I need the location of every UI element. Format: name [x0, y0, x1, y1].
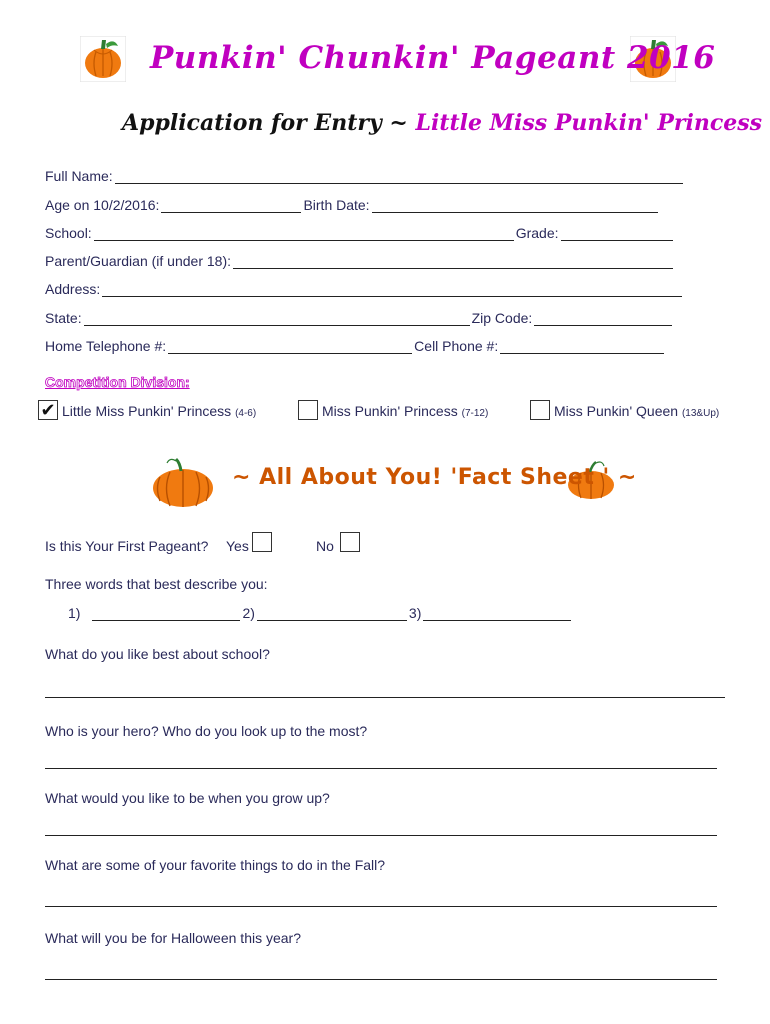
no-checkbox[interactable]: [340, 532, 360, 552]
page-subtitle: [122, 110, 762, 136]
zip-field[interactable]: [534, 311, 672, 326]
subtitle-pink: Little Miss Punkin' Princess: [415, 110, 762, 136]
three-words-question: Three words that best describe you:: [45, 576, 268, 592]
phone-row: [45, 338, 666, 354]
parent-row: [45, 253, 675, 269]
school-row: [45, 225, 675, 241]
first-pageant-question: Is this Your First Pageant?: [45, 538, 209, 554]
division-options: [38, 400, 738, 426]
word-1-field[interactable]: [92, 606, 240, 621]
full-name-label: Full Name:: [45, 168, 113, 184]
address-row: [45, 281, 684, 297]
school-answer-line[interactable]: [45, 697, 725, 698]
cell-phone-field[interactable]: [500, 339, 664, 354]
division-checkbox-1[interactable]: [38, 400, 58, 420]
address-label: Address:: [45, 281, 101, 297]
division-title: Competition Division:: [45, 374, 190, 390]
age-row: [45, 197, 660, 213]
full-name-row: [45, 168, 685, 184]
age-label: Age on 10/2/2016:: [45, 197, 160, 213]
division-checkbox-3[interactable]: [530, 400, 550, 420]
state-field[interactable]: [84, 311, 470, 326]
halloween-answer-line[interactable]: [45, 979, 717, 980]
address-field[interactable]: [102, 282, 682, 297]
grow-up-question: What would you like to be when you grow up?: [45, 790, 330, 806]
cell-phone-label: Cell Phone #:: [414, 338, 499, 354]
three-words-row: [68, 605, 573, 621]
fall-question: What are some of your favorite things to do in the Fall?: [45, 857, 386, 873]
division-option-2: Miss Punkin' Princess (7-12): [322, 403, 489, 419]
grade-field[interactable]: [561, 226, 673, 241]
no-label: No: [316, 538, 334, 554]
fall-answer-line[interactable]: [45, 906, 717, 907]
division-checkbox-2[interactable]: [298, 400, 318, 420]
state-label: State:: [45, 310, 82, 326]
birth-date-field[interactable]: [372, 198, 658, 213]
hero-answer-line[interactable]: [45, 768, 717, 769]
zip-label: Zip Code:: [471, 310, 533, 326]
grow-up-answer-line[interactable]: [45, 835, 717, 836]
word-2-field[interactable]: [257, 606, 407, 621]
parent-label: Parent/Guardian (if under 18):: [45, 253, 231, 269]
grade-label: Grade:: [515, 225, 559, 241]
home-phone-label: Home Telephone #:: [45, 338, 167, 354]
home-phone-field[interactable]: [168, 339, 412, 354]
parent-field[interactable]: [233, 254, 673, 269]
subtitle-black: Application for Entry ~: [122, 110, 408, 136]
yes-label: Yes: [226, 538, 249, 554]
pumpkin-icon-left: [80, 36, 126, 82]
word-3-field[interactable]: [423, 606, 571, 621]
halloween-question: What will you be for Halloween this year?: [45, 930, 302, 946]
word-2-label: 2): [242, 605, 255, 621]
word-1-label: 1): [68, 605, 81, 621]
pumpkin-icon-fact-left: [150, 455, 216, 509]
school-label: School:: [45, 225, 92, 241]
state-row: [45, 310, 674, 326]
fact-sheet-title: ~ All About You! 'Fact Sheet ' ~: [232, 465, 637, 490]
checkmark-icon: ✔: [40, 400, 56, 420]
school-field[interactable]: [94, 226, 514, 241]
age-field[interactable]: [161, 198, 301, 213]
division-option-1: Little Miss Punkin' Princess (4-6): [62, 403, 257, 419]
hero-question: Who is your hero? Who do you look up to the most?: [45, 723, 368, 739]
full-name-field[interactable]: [115, 169, 683, 184]
word-3-label: 3): [408, 605, 422, 621]
yes-checkbox[interactable]: [252, 532, 272, 552]
school-question: What do you like best about school?: [45, 646, 270, 662]
page-title: Punkin' Chunkin' Pageant 2016: [150, 40, 716, 76]
division-option-3: Miss Punkin' Queen (13&Up): [554, 403, 720, 419]
birth-date-label: Birth Date:: [303, 197, 370, 213]
